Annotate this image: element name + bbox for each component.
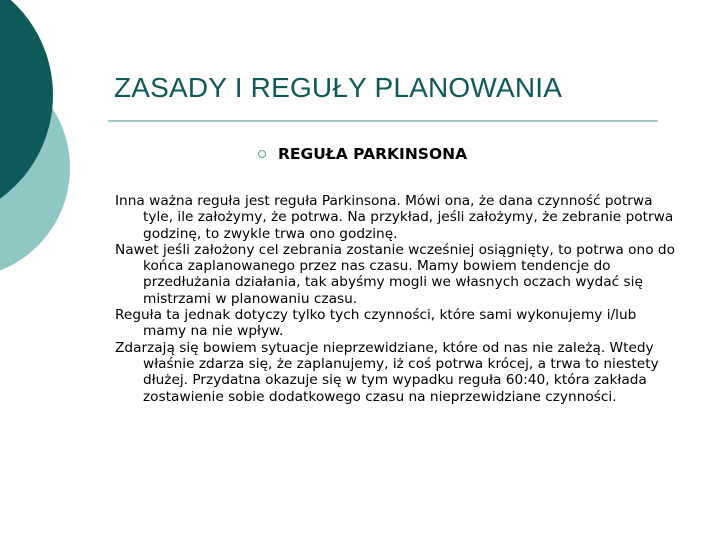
body-text [115,193,675,405]
hollow-circle-icon [258,150,266,158]
subheading [258,145,467,163]
slide-title: ZASADY I REGUŁY PLANOWANIA [114,72,563,103]
paragraph: Zdarzają się bowiem sytuacje nieprzewidziane, które od nas nie zależą. Wtedy właśnie zdarza się, że zaplanujemy, iż coś potrwa krócej, a trwa to niestety dłużej. Przydatna okazuje się w tym wypadku reguła 60:40, która zakłada zostawienie sobie dodatkowego czasu na nieprzewidziane czynności. [115,339,659,405]
paragraph: Inna ważna reguła jest reguła Parkinsona. Mówi ona, że dana czynność potrwa tyle, ile założymy, że potrwa. Na przykład, jeśli założymy, że zebranie potrwa godzinę, to zwykle trwa ono godzinę. [115,193,674,242]
decorative-circles [0,0,80,290]
paragraph: Nawet jeśli założony cel zebrania zostanie wcześniej osiągnięty, to potrwa ono do końca zaplanowanego przez nas czasu. Mamy bowiem tendencje do przedłużania działania, tak abyśmy mogli we własnych oczach wydać się mistrzami w planowaniu czasu. [115,241,675,307]
title-divider [108,120,658,122]
paragraph: Reguła ta jednak dotyczy tylko tych czynności, które sami wykonujemy i/lub mamy na nie wpływ. [115,307,637,340]
subheading-text: REGUŁA PARKINSONA [278,145,468,163]
